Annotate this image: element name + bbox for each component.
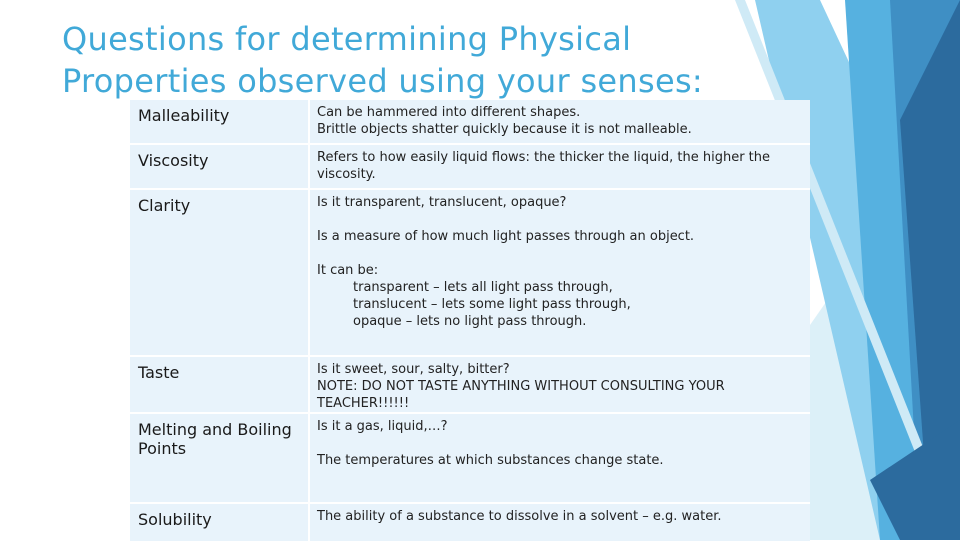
title-line-1: Questions for determining Physical <box>62 20 632 58</box>
term-cell: Taste <box>130 357 310 414</box>
slide-title <box>62 18 762 102</box>
clarity-item: opaque – lets no light pass through. <box>353 314 587 329</box>
clarity-item: translucent – lets some light pass through, <box>353 297 631 312</box>
table-row <box>130 504 810 543</box>
definition-cell <box>310 145 810 190</box>
definition-question: Is it sweet, sour, salty, bitter? <box>317 362 510 377</box>
definition-cell <box>310 190 810 357</box>
definition-text: Refers to how easily liquid flows: the thicker the liquid, the higher the viscosity. <box>317 150 771 182</box>
title-line-2: Properties observed using your senses: <box>62 62 703 100</box>
definition-cell <box>310 100 810 145</box>
table-row <box>130 100 810 145</box>
definition-text: The ability of a substance to dissolve in a solvent – e.g. water. <box>317 509 722 524</box>
term-cell: Clarity <box>130 190 310 357</box>
term-cell: Solubility <box>130 504 310 543</box>
definition-text: It can be: <box>317 263 379 278</box>
definition-text: The temperatures at which substances change state. <box>317 453 664 468</box>
definition-cell <box>310 504 810 543</box>
table-row <box>130 145 810 190</box>
table-row <box>130 414 810 504</box>
definition-line: Brittle objects shatter quickly because it is not malleable. <box>317 122 692 137</box>
definition-note: NOTE: DO NOT TASTE ANYTHING WITHOUT CONSULTING YOUR TEACHER!!!!!! <box>317 379 725 411</box>
properties-table <box>130 100 810 543</box>
definition-text: Is a measure of how much light passes through an object. <box>317 229 695 244</box>
definition-cell <box>310 414 810 504</box>
term-cell: Malleability <box>130 100 310 145</box>
table-row <box>130 190 810 357</box>
clarity-item: transparent – lets all light pass through, <box>353 280 613 295</box>
term-cell: Viscosity <box>130 145 310 190</box>
table-row <box>130 357 810 414</box>
definition-cell <box>310 357 810 414</box>
term-cell: Melting and Boiling Points <box>130 414 310 504</box>
definition-question: Is it transparent, translucent, opaque? <box>317 195 567 210</box>
definition-line: Can be hammered into different shapes. <box>317 105 581 120</box>
definition-question: Is it a gas, liquid,…? <box>317 419 448 434</box>
